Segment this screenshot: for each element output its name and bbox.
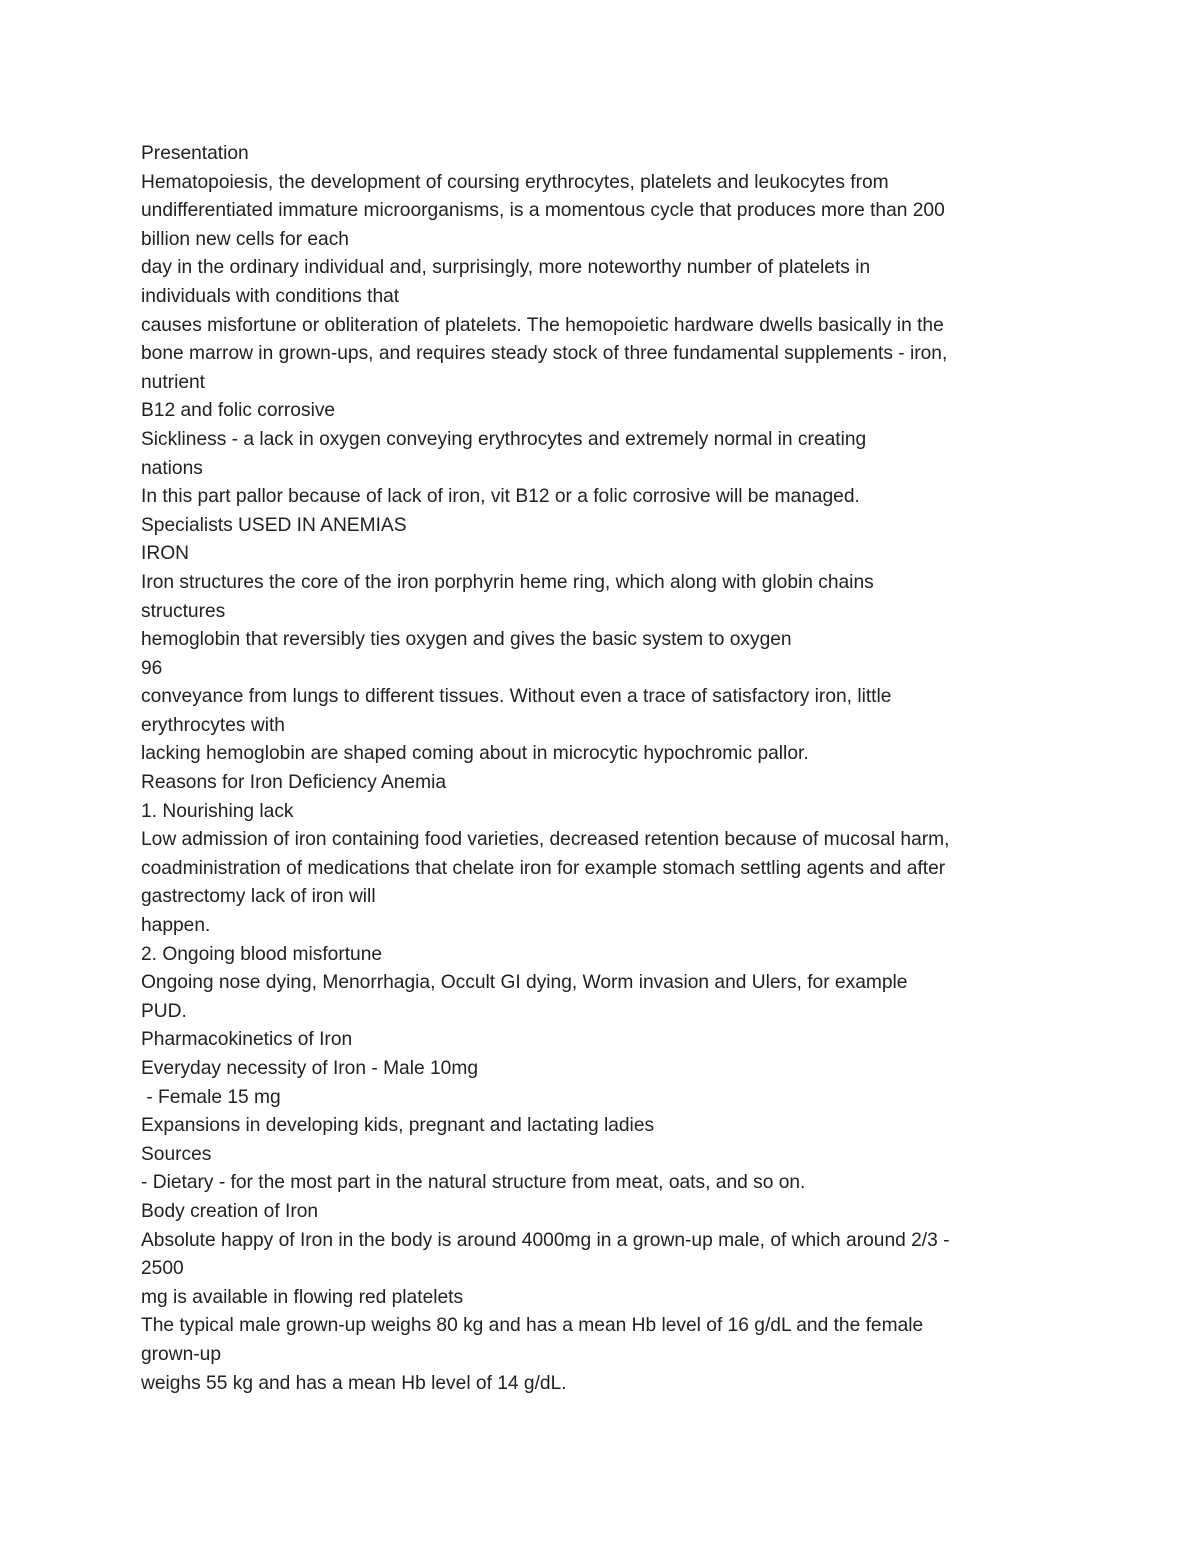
document-line: Absolute happy of Iron in the body is around 4000mg in a grown-up male, of which around 2/3 -	[141, 1229, 950, 1251]
document-line: nutrient	[141, 371, 205, 393]
document-line: Everyday necessity of Iron - Male 10mg	[141, 1058, 478, 1079]
document-line: Hematopoiesis, the development of coursing erythrocytes, platelets and leukocytes from	[141, 171, 889, 193]
document-line: 2. Ongoing blood misfortune	[141, 943, 383, 965]
document-line: undifferentiated immature microorganisms, is a momentous cycle that produces more than 200	[141, 200, 945, 222]
document-line: lacking hemoglobin are shaped coming about in microcytic hypochromic pallor.	[141, 743, 809, 765]
document-line: grown-up	[141, 1343, 221, 1365]
document-line: Body creation of Iron	[141, 1200, 319, 1222]
document-line: The typical male grown-up weighs 80 kg and has a mean Hb level of 16 g/dL and the female	[141, 1315, 924, 1337]
document-line: bone marrow in grown-ups, and requires steady stock of three fundamental supplements - iron,	[141, 343, 948, 365]
document-line: Pharmacokinetics of Iron	[141, 1029, 353, 1051]
document-line: Sources	[141, 1143, 212, 1165]
document-line: nations	[141, 457, 203, 479]
document-line: causes misfortune or obliteration of platelets. The hemopoietic hardware dwells basically in the	[141, 314, 944, 336]
document-line: gastrectomy lack of iron will	[141, 886, 376, 908]
document-line: - Female 15 mg	[141, 1086, 281, 1108]
document-line: billion new cells for each	[141, 228, 349, 250]
document-line: hemoglobin that reversibly ties oxygen and gives the basic system to oxygen	[141, 629, 792, 651]
document-line: 2500	[141, 1258, 184, 1280]
document-line: weighs 55 kg and has a mean Hb level of 14 g/dL.	[141, 1372, 567, 1394]
document-line: IRON	[141, 543, 189, 565]
document-line: conveyance from lungs to different tissues. Without even a trace of satisfactory iron, little	[141, 686, 892, 708]
document-line: In this part pallor because of lack of iron, vit B12 or a folic corrosive will be managed.	[141, 486, 860, 508]
document-line: mg is available in flowing red platelets	[141, 1286, 464, 1308]
document-line: coadministration of medications that chelate iron for example stomach settling agents and after	[141, 857, 946, 879]
document-line: 96	[141, 657, 163, 679]
document-line: Low admission of iron containing food varieties, decreased retention because of mucosal harm,	[141, 829, 950, 851]
document-line: Expansions in developing kids, pregnant and lactating ladies	[141, 1115, 655, 1137]
document-line: Reasons for Iron Deficiency Anemia	[141, 772, 447, 794]
document-line: Sickliness - a lack in oxygen conveying erythrocytes and extremely normal in creating	[141, 428, 867, 450]
document-line: Specialists USED IN ANEMIAS	[141, 514, 407, 536]
document-line: Presentation	[141, 143, 249, 164]
document-line: PUD.	[141, 1000, 187, 1022]
document-line: B12 and folic corrosive	[141, 400, 336, 422]
document-line: structures	[141, 600, 226, 622]
document-line: erythrocytes with	[141, 714, 285, 736]
document-line: - Dietary - for the most part in the natural structure from meat, oats, and so on.	[141, 1172, 806, 1194]
document-line: 1. Nourishing lack	[141, 800, 294, 822]
document-line: happen.	[141, 915, 211, 937]
document-line: individuals with conditions that	[141, 285, 400, 307]
document-body	[141, 140, 1061, 1398]
document-line: Iron structures the core of the iron porphyrin heme ring, which along with globin chains	[141, 571, 874, 593]
document-line: Ongoing nose dying, Menorrhagia, Occult GI dying, Worm invasion and Ulers, for example	[141, 972, 908, 994]
document-line: day in the ordinary individual and, surprisingly, more noteworthy number of platelets in	[141, 257, 871, 279]
